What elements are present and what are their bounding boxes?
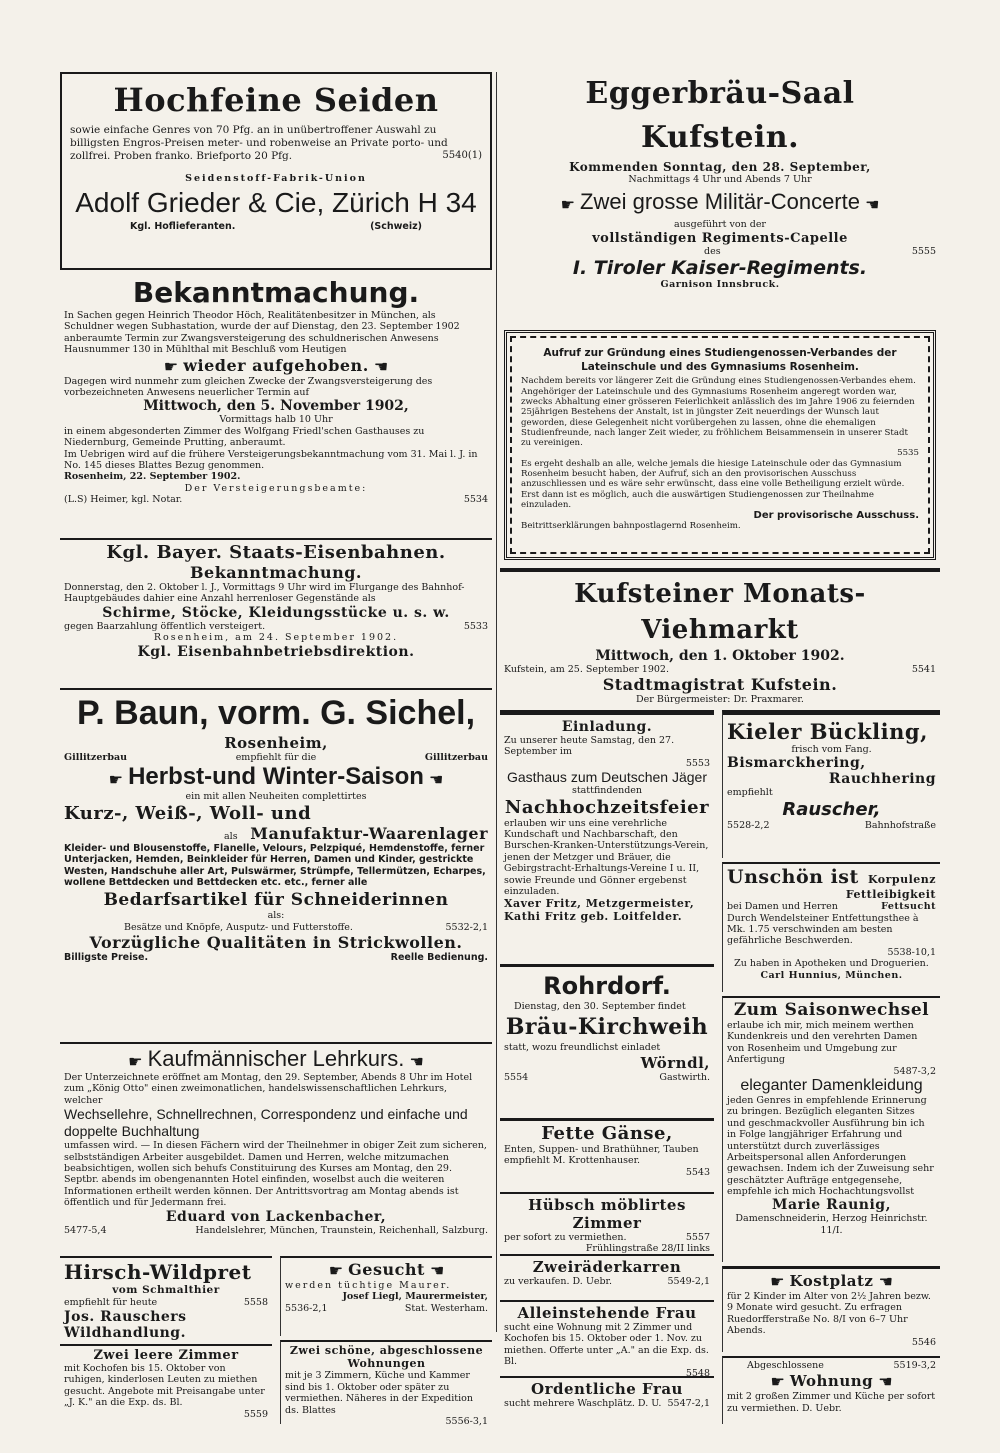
ad-wohnung-ref: 5519-3,2: [893, 1360, 936, 1371]
pointing-hand-left-icon: ☚: [373, 356, 389, 376]
ad-gesucht-body: werden tüchtige Maurer.: [285, 1280, 452, 1291]
ad-moebl-ref: 5557: [685, 1232, 710, 1243]
ad-zimmer-left-ref: 5559: [243, 1408, 268, 1420]
ad-lehrkurs-subjects: Wechsellehre, Schnellrechnen, Correspondenz und einfache und doppelte Buchhaltung: [64, 1106, 468, 1140]
ad-saison-body1: erlaube ich mir, mich meinem werthen Kundenkreis und den verehrten Damen von Rosenheim und Umgebung zur Anfertigung: [727, 1020, 918, 1066]
ad-vieh-ref: 5541: [911, 664, 936, 675]
ad-saisonwechsel: [722, 996, 940, 1262]
ad-egger-by: ausgeführt von der: [674, 219, 766, 231]
newspaper-page: [60, 72, 940, 1427]
ad-lehrkurs-body2: umfassen wird. — In diesen Fächern wird der Theilnehmer in obiger Zeit zum sicheren, selbstständigen Arbeiter ausgebildet. Damen und Herren, welche mitzumachen beabsichtigen, wollen sich behufs Constituirung des Kurses am Montag, den 29. Septbr. abends im obengenannten Hotel einfinden, woselbst auch die weiteren Informationen ertheilt werden können. Der Antrittsvortrag am Montag abends ist öffentlich und für Jedermann frei.: [64, 1140, 487, 1209]
ad-gesucht-place: Stat. Westerham.: [404, 1302, 488, 1314]
ad-saison-sub: Damenschneiderin, Herzog Heinrichstr. 11/I.: [735, 1213, 928, 1236]
ad-egger-regiment: I. Tiroler Kaiser-Regiments.: [572, 257, 868, 280]
ad-baun-quality: Vorzügliche Qualitäten in Strickwollen.: [89, 933, 463, 953]
ad-einladung-stattfindenden: stattfindenden: [571, 785, 643, 797]
ad-baun-kinds: Kurz-, Weiß-, Woll- und: [64, 802, 312, 824]
ad-seiden-title: Hochfeine Seiden: [113, 81, 439, 119]
ad-bekannt-p4: Im Uebrigen wird auf die frühere Versteigerungsbekanntmachung vom 31. Mai l. J. in No. 145 dieses Blattes Bezug genommen.: [64, 448, 478, 471]
pointing-hand-left-icon: ☚: [428, 770, 444, 790]
pointing-hand-left-icon: ☚: [878, 1372, 893, 1392]
ad-vieh-date: Mittwoch, den 1. Oktober 1902.: [595, 648, 845, 664]
ad-hirsch: [60, 1256, 272, 1340]
ad-rohrdorf-ref: 5554: [504, 1071, 529, 1083]
ad-baun-besatz: Besätze und Knöpfe, Ausputz- und Futterstoffe.: [124, 921, 353, 933]
ad-aufruf-p2: Es ergeht deshalb an alle, welche jemals die hiesige Lateinschule oder das Gymnasium Rosenheim besucht haben, der Aufruf, sich an den provisorischen Ausschuss anzuschliessen und es wäre sehr erwünscht, dass eine volle Betheiligung erzielt würde. Erst dann ist es möglich, auch die auswärtigen Studiengenossen zur Theilnahme einzuladen.: [521, 458, 905, 511]
ad-einladung-ref: 5553: [685, 757, 710, 769]
ad-moebl-addr: Frühlingstraße 28/II links: [585, 1243, 710, 1255]
ad-moebl-title: Hübsch möblirtes Zimmer: [528, 1196, 686, 1232]
ad-kieler-street: Bahnhofstraße: [864, 819, 936, 831]
ad-bekannt-p3: in einem abgesonderten Zimmer des Wolfgang Friedl'schen Gasthauses zu Niedernburg, Gemeinde Prutting, anberaumt.: [64, 425, 425, 449]
ad-seiden-body: sowie einfache Genres von 70 Pfg. an in unübertroffener Auswahl zu billigsten Engros-Preisen meter- und robenweise an Private porto- und zollfrei. Proben franko. Briefporto 20 Pfg.: [70, 124, 448, 163]
ad-kieler-sub: frisch vom Fang.: [791, 744, 872, 755]
ad-egger-title: Eggerbräu-Saal Kufstein.: [585, 76, 855, 155]
ad-baun-list: Kleider- und Blousenstoffe, Flanelle, Velours, Pelzpiqué, Hemdenstoffe, ferner Unterjacken, Hemden, Beinkleider für Herren, Damen und Kinder, gestrickte Westen, Handschuhe aller Art, Pulswärmer, Strümpfe, Tellermützen, Echarpes, wollene Bettdecken und Bettdecken etc. etc., ferner alle: [64, 842, 486, 888]
ad-baun-ref: 5532-2,1: [445, 921, 488, 933]
ad-lehrkurs-sign: Eduard von Lackenbacher,: [165, 1208, 387, 1225]
ad-kieler-l2: Rauchhering: [828, 771, 936, 788]
ad-rohrdorf-l1: Dienstag, den 30. September findet: [514, 1001, 686, 1012]
pointing-hand-icon: ☛: [108, 770, 123, 790]
ad-bekannt-time: Vormittags halb 10 Uhr: [219, 414, 333, 426]
ad-rohrdorf-kirchweih: Bräu-Kirchweih: [505, 1014, 709, 1041]
ad-kieler-firm: Rauscher,: [782, 798, 881, 820]
ad-wohnung-title: Wohnung: [789, 1372, 874, 1391]
ad-bekannt-sign: (L.S) Heimer, kgl. Notar.: [64, 494, 183, 506]
ad-kieler-ref: 5528-2,2: [727, 819, 770, 831]
ad-einladung-body2: erlauben wir uns eine verehrliche Kundschaft und Nachbarschaft, den Burschen-Kranken-Unterstützungs-Verein, jenen der Metzger und Bräuer, die Gebirgstracht-Erhaltungs-Vereine I u. II, sowie Freunde und Gönner ergebenst einzuladen.: [504, 817, 709, 897]
ad-baun-price-right: Reelle Bedienung.: [390, 952, 488, 964]
ad-kostplatz: [722, 1266, 940, 1352]
ad-wohnung-pre: Abgeschlossene: [747, 1360, 824, 1371]
ad-rohrdorf-role: Gastwirth.: [659, 1071, 710, 1083]
ad-gaense-title: Fette Gänse,: [541, 1123, 673, 1144]
ad-bekannt-title: Bekanntmachung.: [132, 276, 420, 309]
ad-gaense-body: Enten, Suppen- und Brathühner, Tauben empfiehlt M. Krottenhauser.: [504, 1144, 699, 1167]
ad-moebl: [500, 1192, 714, 1255]
ad-gesucht-ref: 5536-2,1: [285, 1302, 328, 1314]
ad-baun-lager: Manufaktur-Waarenlager: [250, 823, 488, 843]
ad-rohrdorf-title: Rohrdorf.: [543, 972, 671, 1000]
ad-baun-als: als: [224, 830, 238, 842]
ad-egger-des: des: [704, 245, 721, 257]
ad-zweiraed-title: Zweiräderkarren: [532, 1258, 682, 1276]
pointing-hand-icon: ☛: [560, 195, 575, 215]
ad-bahn-ref: 5533: [463, 620, 488, 632]
ad-unschoen-t4: Fettsucht: [881, 901, 936, 913]
ad-einladung-sign2: Kathi Fritz geb. Loitfelder.: [504, 910, 683, 924]
ad-unschoen-line: bei Damen und Herren: [727, 901, 838, 913]
ad-hirsch-title: Hirsch-Wildpret: [64, 1260, 252, 1284]
ad-saison-kleid: eleganter Damenkleidung: [740, 1076, 923, 1094]
ad-wohnungen: [280, 1340, 492, 1427]
ad-kieler-emp: empfiehlt: [727, 787, 773, 799]
ad-bekanntmachung: [60, 276, 492, 534]
ad-unschoen-t3: Fettleibigkeit: [845, 888, 936, 901]
ad-wohnung-body: mit 2 großen Zimmer und Küche per sofort zu vermiethen. D. Uebr.: [727, 1391, 936, 1414]
ad-einladung-sign1: Xaver Fritz, Metzgermeister,: [504, 897, 695, 911]
ad-ordentlich: [500, 1376, 714, 1424]
ad-aufruf: [504, 330, 936, 560]
ad-aufruf-p1: Nachdem bereits vor längerer Zeit die Gründung eines Studiengenossen-Verbandes ehem. Angehöriger der Lateinschule und des Gymnasiums Rosenheim angeregt worden war, zwecks Abhaltung einer grösseren Feierlichkeit anlässlich des im Jahre 1906 zu feiernden 25jährigen Bestehens der Anstalt, ist in jüngster Zeit neuerdings der Wunsch laut geworden, diese Gelegenheit nicht vorübergehen zu lassen, ohne die ehemaligen Studienfreunde, nach langer Zeit wieder, zu fröhlichem Beisammensein in unserer Stadt zu vereinigen.: [521, 376, 916, 449]
ad-einladung-feier: Nachhochzeitsfeier: [504, 796, 710, 818]
ad-gaense: [500, 1118, 714, 1188]
ad-baun-left: Gillitzerbau: [64, 752, 128, 763]
ad-rohrdorf: [500, 964, 714, 1114]
ad-frau-title: Alleinstehende Frau: [517, 1304, 697, 1322]
ad-wohnungen-body: mit je 3 Zimmern, Küche und Kammer sind bis 1. Oktober oder später zu vermiethen. Näheres in der Expedition ds. Blattes: [285, 1370, 473, 1416]
ad-aufruf-ref: 5535: [897, 448, 919, 459]
ad-seiden-ref: 5540(1): [442, 150, 482, 162]
ad-eisenbahn: [60, 538, 492, 684]
ad-bekannt-date: Mittwoch, den 5. November 1902,: [143, 398, 409, 415]
ad-frau: [500, 1300, 714, 1379]
ad-saison-sign: Marie Raunig,: [772, 1197, 891, 1214]
ad-wohnungen-ref: 5556-3,1: [445, 1415, 488, 1427]
ad-bekannt-place: Rosenheim, 22. September 1902.: [64, 471, 241, 483]
ad-wohnung: [722, 1356, 940, 1424]
ad-kieler-l1: Bismarckhering,: [727, 755, 866, 772]
ad-egger-capelle: vollständigen Regiments-Capelle: [592, 230, 848, 246]
ad-einladung-inn: Gasthaus zum Deutschen Jäger: [507, 769, 707, 786]
ad-bekannt-p2: Dagegen wird nunmehr zum gleichen Zwecke der Zwangsversteigerung des vorbezeichneten Anwesens neuerlicher Termin auf: [64, 375, 433, 398]
ad-baun-bedarf: Bedarfsartikel für Schneiderinnen: [103, 890, 449, 911]
ad-rohrdorf-l2: statt, wozu freundlichst einladet: [504, 1042, 661, 1054]
ad-baun-price-left: Billigste Preise.: [64, 952, 149, 964]
ad-zimmer-left-body: mit Kochofen bis 15. Oktober von ruhigen, kinderlosen Leuten zu miethen gesucht. Angebote mit Preisangabe unter „J. K." an die Exp. ds. Bl.: [64, 1363, 265, 1409]
ad-saison-title: Zum Saisonwechsel: [733, 1000, 930, 1020]
ad-ordentlich-title: Ordentliche Frau: [531, 1380, 683, 1398]
ad-vieh-title: Kufsteiner Monats-Viehmarkt: [574, 579, 866, 645]
ad-egger-times: Nachmittags 4 Uhr und Abends 7 Uhr: [628, 174, 812, 185]
ad-bahn-p1: Donnerstag, den 2. Oktober l. J., Vormittags 9 Uhr wird im Flurgange des Bahnhof-Hauptgebäudes dahier eine Anzahl herrenloser Gegenstände als: [64, 582, 465, 605]
ad-baun-season: Herbst-und Winter-Saison: [128, 763, 424, 791]
ad-bekannt-ref: 5534: [463, 494, 488, 506]
ad-bekannt-official: Der Versteigerungsbeamte:: [184, 482, 368, 494]
ad-kieler: [722, 710, 940, 858]
ad-wohnungen-title: Zwei schöne, abgeschlossene Wohnungen: [289, 1344, 484, 1371]
ad-gaense-ref: 5543: [685, 1166, 710, 1178]
ad-saison-ref: 5487-3,2: [893, 1065, 936, 1077]
ad-baun-mid: empfiehlt für die: [235, 752, 317, 763]
ad-unschoen-title: Unschön ist: [727, 866, 859, 888]
ad-unschoen-avail: Zu haben in Apotheken und Droguerien.: [734, 958, 929, 970]
ad-ordentlich-body: sucht mehrere Waschplätz. D. U.: [504, 1398, 662, 1409]
ad-baun-right: Gillitzerbau: [424, 752, 488, 763]
ad-lehrkurs-ref: 5477-5,4: [64, 1224, 107, 1236]
ad-unschoen: [722, 862, 940, 992]
pointing-hand-left-icon: ☚: [429, 1261, 445, 1280]
pointing-hand-icon: ☛: [128, 1052, 143, 1071]
ad-zweiraed: [500, 1254, 714, 1298]
ad-gesucht: [280, 1256, 492, 1336]
pointing-hand-icon: ☛: [328, 1261, 344, 1280]
ad-baun-als2: als:: [267, 910, 285, 922]
ad-egger-date: Kommenden Sonntag, den 28. September,: [569, 160, 871, 174]
pointing-hand-icon: ☛: [163, 356, 179, 376]
ad-einladung: [500, 710, 714, 960]
ad-viehmarkt: [500, 568, 940, 704]
ad-hirsch-sub: vom Schmalthier: [112, 1284, 220, 1296]
pointing-hand-left-icon: ☚: [865, 195, 880, 215]
ad-frau-body: sucht eine Wohnung mit 2 Zimmer und Kochofen bis 15. Oktober oder 1. Nov. zu miethen. Offerte unter „A." an die Exp. ds. Bl.: [504, 1322, 709, 1368]
ad-ordentlich-ref: 5547-2,1: [667, 1398, 710, 1409]
ad-egger-concerts: Zwei grosse Militär-Concerte: [580, 189, 860, 215]
ad-hirsch-ref: 5558: [243, 1297, 268, 1309]
ad-egger-garrison: Garnison Innsbruck.: [660, 279, 780, 291]
ad-vieh-mayor: Der Bürgermeister: Dr. Praxmarer.: [636, 694, 804, 706]
ad-kostplatz-ref: 5546: [911, 1336, 936, 1348]
ad-egger-ref: 5555: [911, 245, 936, 257]
ad-einladung-body1: Zu unserer heute Samstag, den 27. September im: [504, 735, 675, 758]
ad-lehrkurs-sign-sub: Handelslehrer, München, Traunstein, Reichenhall, Salzburg.: [195, 1224, 488, 1236]
ad-aufruf-sign: Der provisorische Ausschuss.: [753, 510, 919, 522]
ad-lehrkurs: [60, 1042, 492, 1252]
ad-gesucht-title: Gesucht: [348, 1260, 425, 1279]
ad-hirsch-line: empfiehlt für heute: [64, 1297, 158, 1309]
ad-baun-city: Rosenheim,: [224, 734, 328, 752]
ad-aufruf-foot: Beitrittserklärungen bahnpostlagernd Rosenheim.: [521, 521, 741, 532]
ad-seiden-firm: Adolf Grieder & Cie, Zürich H 34: [75, 186, 477, 218]
ad-zimmer-left-title: Zwei leere Zimmer: [93, 1348, 239, 1363]
ad-hirsch-firm: Jos. Rauschers Wildhandlung.: [64, 1308, 187, 1341]
ad-zweiraed-ref: 5549-2,1: [667, 1276, 710, 1287]
ad-baun-title: P. Baun, vorm. G. Sichel,: [76, 694, 476, 732]
ad-moebl-body: per sofort zu vermiethen.: [504, 1232, 627, 1243]
ad-seiden: [60, 72, 492, 270]
ad-bahn-p2: gegen Baarzahlung öffentlich versteigert.: [64, 620, 266, 632]
ad-einladung-title: Einladung.: [561, 719, 653, 735]
ad-seiden-firm-right: (Schweiz): [370, 220, 422, 232]
ad-rohrdorf-sign: Wörndl,: [640, 1053, 710, 1072]
ad-saison-body2: jeden Genres in empfehlende Erinnerung zu bringen. Bezüglich eleganten Sitzes und geschmackvoller Ausführung bin ich in Folge langjähriger Erfahrung und unterstützt durch zuverlässiges Arbeitspersonal allen Anforderungen gewachsen. Indem ich der Zuweisung sehr geschätzter Aufträge entgegensehe, empfehle ich mich Hochachtungsvollst: [727, 1094, 934, 1198]
ad-unschoen-ref: 5538-10,1: [887, 946, 936, 958]
ad-frau-ref: 5548: [685, 1367, 710, 1379]
ad-bahn-subtitle: Bekanntmachung.: [189, 563, 362, 582]
ad-unschoen-sign: Carl Hunnius, München.: [760, 969, 903, 981]
ad-unschoen-body: Durch Wendelsteiner Entfettungsthee à Mk. 1.75 verschwinden am besten gefährliche Beschwerden.: [727, 912, 919, 947]
ad-bekannt-emph: wieder aufgehoben.: [183, 355, 369, 375]
ad-kostplatz-title: Kostplatz: [789, 1272, 874, 1290]
pointing-hand-icon: ☛: [770, 1372, 785, 1392]
pointing-hand-icon: ☛: [770, 1272, 785, 1291]
ad-seiden-firm-left: Kgl. Hoflieferanten.: [130, 220, 236, 232]
pointing-hand-left-icon: ☚: [409, 1052, 424, 1071]
ad-kostplatz-body: für 2 Kinder im Alter von 2½ Jahren bezw. 9 Monate wird gesucht. Zu erfragen Ruedorfferstraße No. 8/I von 6–7 Uhr Abends.: [727, 1291, 931, 1337]
ad-zimmer-left: [60, 1344, 272, 1424]
ad-bekannt-p1: In Sachen gegen Heinrich Theodor Höch, Realitätenbesitzer in München, als Schuldner wegen Subhastation, wurde der auf Dienstag, den 23. September 1902 anberaumte Termin zur Zwangsversteigerung des schuldnerischen Anwesens Hausnummer 130 in Mühlthal mit Beschluß vom Heutigen: [64, 310, 460, 356]
ad-seiden-union: Seidenstoff-Fabrik-Union: [185, 173, 367, 185]
ad-zweiraed-body: zu verkaufen. D. Uebr.: [504, 1276, 613, 1287]
ad-bahn-items: Schirme, Stöcke, Kleidungsstücke u. s. w.: [102, 604, 450, 621]
ad-aufruf-title: Aufruf zur Gründung eines Studiengenossen-Verbandes der Lateinschule und des Gymnasiums Rosenheim.: [543, 347, 897, 373]
pointing-hand-left-icon: ☚: [878, 1272, 893, 1291]
ad-gesucht-sign: Josef Liegl, Maurermeister,: [342, 1291, 488, 1303]
ad-unschoen-t2: Korpulenz: [867, 873, 936, 886]
ad-lehrkurs-body1: Der Unterzeichnete eröffnet am Montag, den 29. September, Abends 8 Uhr im Hotel zum „König Otto" einen zweimonatlichen, handelswissenschaftlichen Lehrkurs, welcher: [64, 1072, 473, 1106]
ad-lehrkurs-title: Kaufmännischer Lehrkurs.: [147, 1046, 405, 1071]
ad-vieh-sign: Stadtmagistrat Kufstein.: [602, 675, 838, 695]
column-divider: [496, 72, 497, 1332]
ad-vieh-place: Kufstein, am 25. September 1902.: [504, 664, 669, 675]
ad-bahn-title: Kgl. Bayer. Staats-Eisenbahnen.: [106, 542, 446, 563]
ad-bahn-sign: Kgl. Eisenbahnbetriebsdirektion.: [137, 643, 415, 660]
ad-baun-assorted: ein mit allen Neuheiten complettirtes: [185, 791, 367, 803]
ad-baun: [60, 688, 492, 1038]
ad-eggerbraeu: [500, 72, 940, 324]
ad-kieler-title: Kieler Bückling,: [727, 719, 928, 744]
ad-bahn-place: Rosenheim, am 24. September 1902.: [153, 632, 399, 644]
